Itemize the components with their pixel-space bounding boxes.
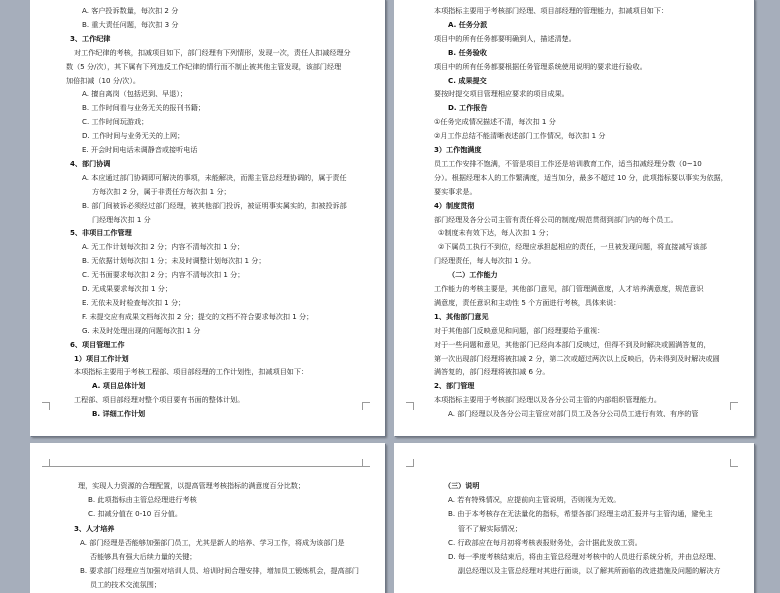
text-line: D. 工作时间与业务无关的上网； [82, 131, 185, 141]
section-heading: （二）工作能力 [448, 270, 498, 280]
text-line: 门经理责任，每人每次扣 1 分。 [434, 256, 536, 266]
document-page-4 [394, 443, 754, 593]
section-heading: 3、工作纪律 [70, 33, 111, 43]
page-corner-mark [406, 459, 414, 467]
text-line: 方每次扣 2 分，属于非责任方每次扣 1 分； [92, 186, 231, 196]
text-line: 项目中的所有任务都要根据任务管理系统使用说明的要求进行验收。 [434, 61, 647, 71]
text-line: E. 开会时间电话未调静音或接听电话 [82, 145, 198, 154]
text-line: 要实事求是。 [434, 186, 477, 196]
section-heading: A. 任务分派 [448, 19, 488, 29]
text-line: E. 无依未及时检查每次扣 1 分； [82, 297, 186, 307]
text-line: 对于其他部门反映意见和问题，部门经理要给予重视： [434, 325, 605, 335]
text-line: A. 客户投诉数量，每次扣 2 分 [82, 6, 179, 15]
text-line: ①任务完成情况描述不清，每次扣 1 分 [434, 117, 556, 127]
text-line: A. 若有特殊情况，应提前向主管说明，否则视为无效。 [448, 495, 621, 505]
text-line: 否能够具有强大后续力量的关键； [90, 552, 197, 561]
text-line: 要按时提交项目管理相应要求的项目成果。 [434, 89, 569, 99]
text-line: ②月工作总结不能清晰表述部门工作情况，每次扣 1 分 [434, 131, 606, 141]
text-line: A. 擅自离岗（包括迟到、早退）； [82, 89, 187, 99]
text-line: F. 未提交应有成果文档每次扣 2 分；提交的文档不符合要求每次扣 1 分； [82, 311, 314, 321]
text-line: 副总经理以及主管总经理对其进行面谈，以了解其所面临的改进措施及问题的解决方 [458, 566, 721, 576]
text-line: 项目中的所有任务都要明确到人，描述清楚。 [434, 33, 576, 43]
section-heading: 4）制度贯彻 [434, 200, 475, 210]
section-heading: 1）项目工作计划 [74, 353, 129, 363]
page-corner-mark [730, 402, 738, 410]
text-line: 管不了解实际情况； [458, 523, 522, 533]
text-line: 员工工作安排不饱满，不管是项目工作还是培训教育工作，适当扣减经理分数（0~10 [434, 158, 702, 168]
text-line: G. 未及时处理出现的问题每次扣 1 分 [82, 325, 201, 335]
text-line: 本项指标主要用于考核部门经理、项目部经理的管理能力，扣减项目如下： [434, 6, 669, 15]
page-corner-mark [406, 402, 414, 410]
text-line: D. 无成果要求每次扣 1 分； [82, 284, 172, 293]
text-line: 分）。根据经理本人的工作繁满度，适当加分，最多不超过 10 分，此项指标要以事实为依据， [434, 172, 728, 182]
text-line: B. 部门间被诉必须经过部门经理，被其他部门投诉，被证明事实属实的，扣被投诉部 [82, 200, 347, 210]
section-heading: C. 成果提交 [448, 75, 487, 85]
text-line: B. 由于本考核存在无法量化的指标，希望各部门经理主动汇报并与主管沟通，避免主 [448, 509, 713, 519]
section-heading: B. 详细工作计划 [92, 409, 146, 419]
page-corner-mark [730, 459, 738, 467]
text-line: C. 行政部应在每月初将考核表报财务处，会计据此发放工资。 [448, 537, 642, 547]
text-line: C. 工作时间玩游戏； [82, 117, 149, 127]
text-line: 本项指标主要用于考核部门经理以及各分公司主管的内部组织管理能力。 [434, 395, 661, 405]
section-heading: 1、其他部门意见 [434, 311, 489, 321]
section-heading: 5、非项目工作管理 [70, 228, 132, 238]
text-line: C. 扣减分值在 0-10 百分值。 [88, 509, 182, 519]
text-line: 员工的技术交流氛围； [90, 580, 161, 590]
text-line: B. 此项指标由主管总经理进行考核 [88, 495, 197, 505]
section-heading: 2、部门管理 [434, 381, 475, 391]
header-rule [50, 466, 364, 467]
text-line: 对于一些问题和意见，其他部门已经向本部门反映过，但得不到及时解决或圆满答复的， [434, 339, 711, 349]
section-heading: 3）工作饱满度 [434, 145, 482, 154]
page-corner-mark [42, 402, 50, 410]
text-line: B. 要求部门经理应当加强对培训人员、培训时间合理安排，增加员工锻炼机会，提高部门 [80, 566, 359, 576]
section-heading: （三）说明 [444, 481, 480, 490]
text-line: 理，实现人力资源的合理配置，以提高管理考核指标的满意度百分比数； [78, 481, 305, 490]
text-line: A. 部门经理是否能够加强部门员工，尤其是新人的培养、学习工作，将成为该部门是 [80, 537, 345, 547]
text-line: B. 无依据计划每次扣 1 分；未及时调整计划每次扣 1 分； [82, 256, 266, 266]
text-line: 满意度，责任意识和主动性 5 个方面进行考核，具体来说： [434, 297, 621, 307]
text-line: ②下属员工执行不到位，经理应承担起相应的责任，一旦被发现问题，将直接减写该部 [438, 242, 707, 252]
text-line: B. 工作时间看与业务无关的报刊书籍； [82, 103, 205, 113]
section-heading: 6、项目管理工作 [70, 339, 125, 349]
text-line: 数（5 分/次），其下属有下列违反工作纪律的情行而不制止被其他主管发现，该部门经理 [66, 61, 342, 71]
text-line: 本项指标主要用于考核工程部、项目部经理的工作计划性，扣减项目如下： [74, 367, 309, 377]
text-line: 门经理每次扣 1 分 [92, 214, 151, 224]
document-page-3 [30, 443, 385, 593]
text-line: 工程部、项目部经理对整个项目要有书面的整体计划。 [74, 395, 245, 405]
text-line: 加倍扣减（10 分/次）。 [66, 75, 140, 85]
text-line: 满答复的，部门经理将被扣减 6 分。 [434, 367, 550, 377]
text-line: ①制度未有效下达，每人次扣 1 分； [438, 228, 553, 238]
text-line: D. 每一季度考核结束后，将由主管总经理对考核中的人员进行系统分析，并由总经理、 [448, 552, 721, 561]
section-heading: D. 工作报告 [448, 103, 488, 113]
text-line: A. 无工作计划每次扣 2 分；内容不清每次扣 1 分； [82, 242, 245, 252]
text-line: 工作能力的考核主要是，其他部门意见，部门管理满意度，人才培养满意度，规范意识 [434, 284, 704, 293]
text-line: A. 部门经理以及各分公司主管应对部门员工及各分公司员工进行有效、有序的管 [448, 409, 699, 419]
text-line: 第一次出现部门经理将被扣减 2 分，第二次或超过两次以上反映后，仍未得到及时解决或圆 [434, 353, 720, 363]
text-line: A. 本应通过部门协调即可解决的事项，未能解决，而需主管总经理协调的，属于责任 [82, 172, 347, 182]
document-page-1 [30, 0, 385, 436]
section-heading: B. 任务验收 [448, 47, 487, 57]
document-page-2 [394, 0, 754, 436]
text-line: B. 重大责任问题，每次扣 3 分 [82, 19, 179, 29]
section-heading: 4、部门协调 [70, 158, 111, 168]
page-corner-mark [362, 402, 370, 410]
page-corner-mark [42, 459, 50, 467]
section-heading: 3、人才培养 [74, 523, 115, 533]
section-heading: A. 项目总体计划 [92, 381, 146, 391]
text-line: 部门经理及各分公司主管有责任将公司的制度/规范贯彻到部门内的每个员工。 [434, 214, 678, 224]
text-line: 对工作纪律的考核，扣减项目如下，部门经理有下列情形，发现一次，责任人扣减经理分 [74, 47, 351, 57]
text-line: C. 无书面要求每次扣 2 分；内容不清每次扣 1 分； [82, 270, 245, 280]
